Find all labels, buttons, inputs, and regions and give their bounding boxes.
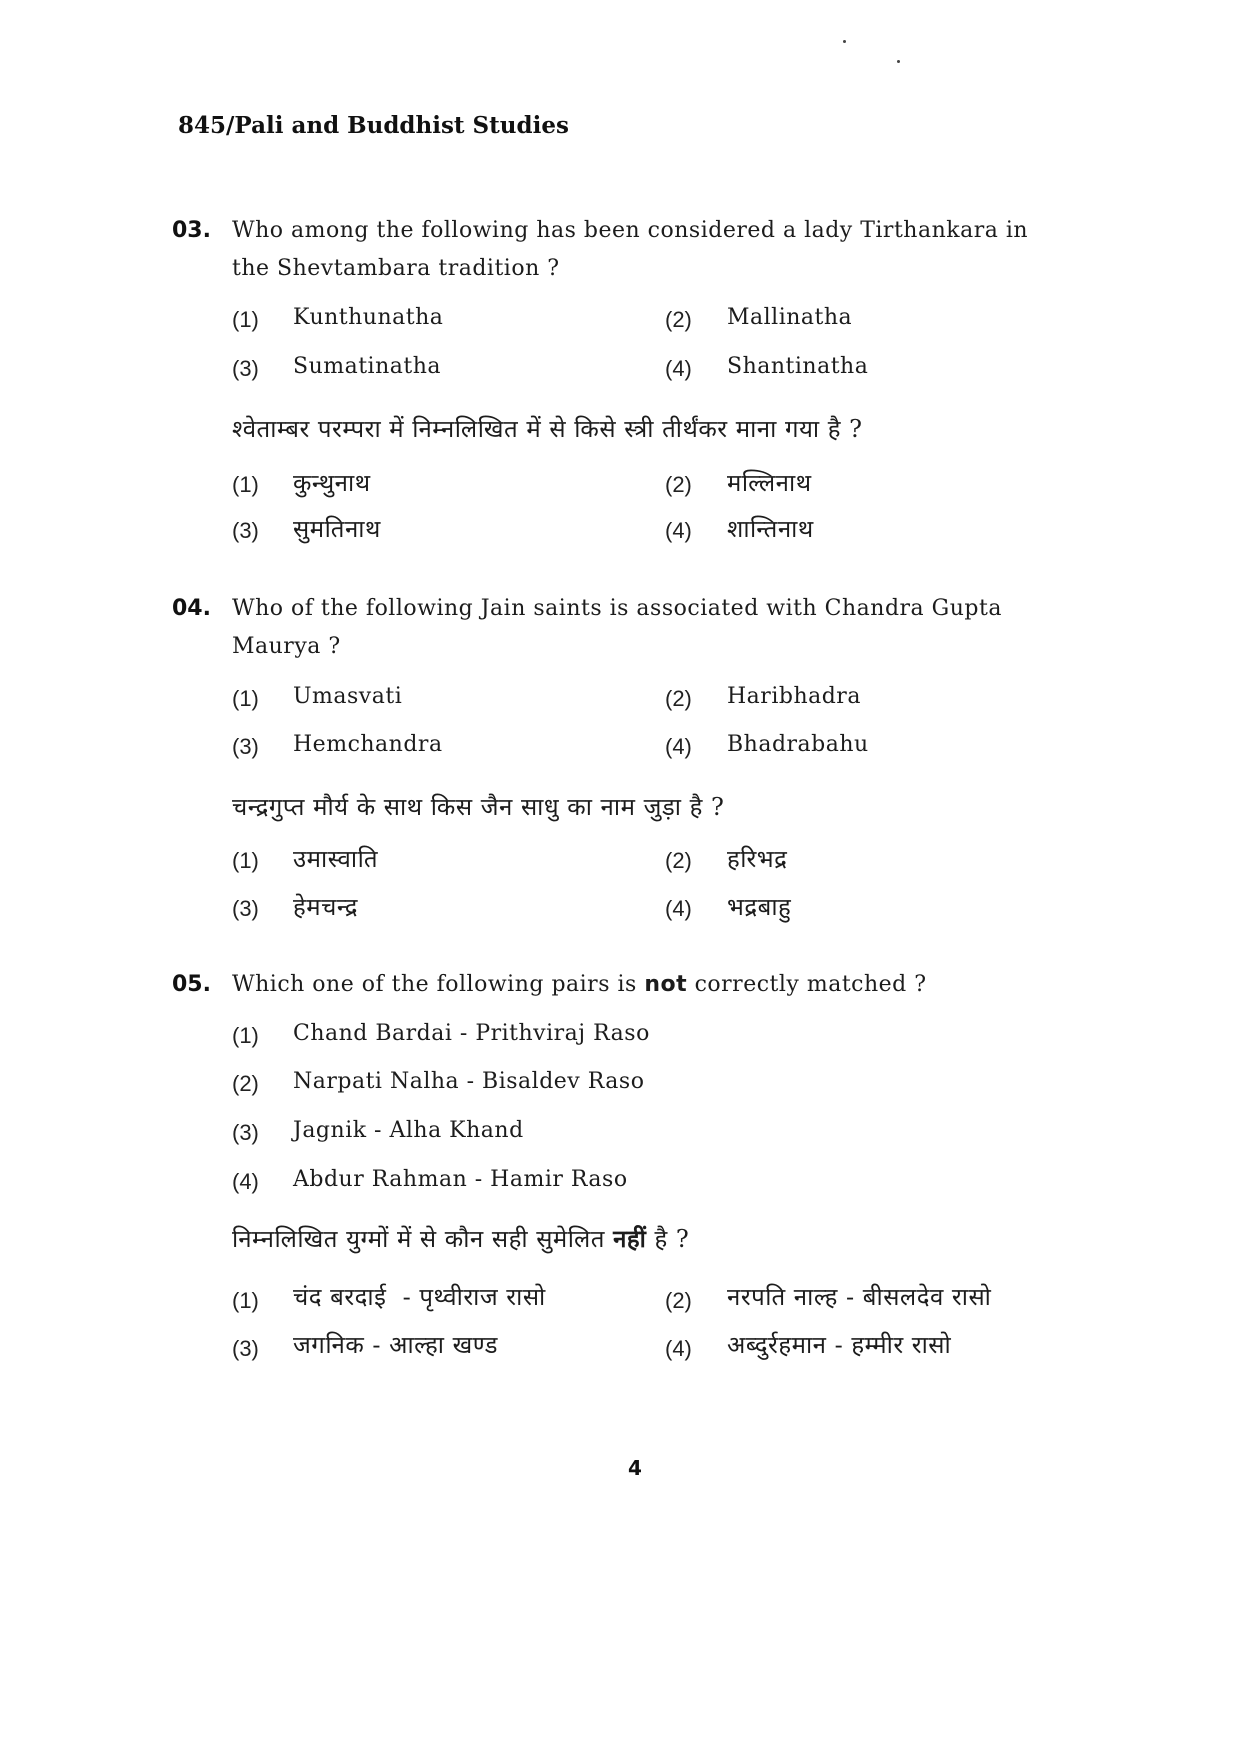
- question-text-hi: चन्द्रगुप्त मौर्य के साथ किस जैन साधु का नाम जुड़ा है ?: [232, 793, 725, 821]
- option-number: (3): [232, 1120, 259, 1145]
- option-number: (1): [232, 1023, 259, 1048]
- question-text-part: Which one of the following pairs is: [232, 972, 645, 997]
- option-text: शान्तिनाथ: [727, 515, 814, 543]
- option-text: हेमचन्द्र: [293, 893, 358, 921]
- option-number: (2): [665, 472, 692, 497]
- option-number: (2): [665, 1288, 692, 1313]
- question-line: the Shevtambara tradition ?: [232, 256, 560, 281]
- question-text-en: [232, 966, 1092, 1004]
- option-text: Chand Bardai - Prithviraj Raso: [293, 1021, 650, 1046]
- option-number: (4): [232, 1169, 259, 1194]
- option-number: (4): [665, 734, 692, 759]
- question-emphasis: नहीं: [613, 1224, 647, 1253]
- option-text: सुमतिनाथ: [293, 515, 381, 543]
- question-emphasis: not: [644, 972, 688, 997]
- option-text: Abdur Rahman - Hamir Raso: [293, 1167, 628, 1192]
- scan-speck: [897, 60, 900, 63]
- option-text: Bhadrabahu: [727, 732, 869, 757]
- option-number: (4): [665, 1336, 692, 1361]
- option-number: (2): [665, 307, 692, 332]
- option-text: Hemchandra: [293, 732, 443, 757]
- option-number: (1): [232, 848, 259, 873]
- option-number: (2): [232, 1071, 259, 1096]
- option-number: (4): [665, 356, 692, 381]
- question-text-part: है ?: [646, 1225, 690, 1253]
- option-number: (1): [232, 1288, 259, 1313]
- question-text-part: निम्नलिखित युग्मों में से कौन सही सुमेलित: [232, 1225, 614, 1253]
- question-text-en: [232, 212, 1092, 288]
- option-text: हरिभद्र: [727, 845, 788, 873]
- question-line: Who among the following has been considered a lady Tirthankara in: [232, 218, 1029, 243]
- question-number: 03.: [172, 218, 211, 243]
- option-number: (3): [232, 896, 259, 921]
- option-number: (4): [665, 896, 692, 921]
- question-number: 04.: [172, 596, 211, 621]
- question-text-hi: श्वेताम्बर परम्परा में निम्नलिखित में से किसे स्त्री तीर्थंकर माना गया है ?: [232, 415, 863, 443]
- page-header: 845/Pali and Buddhist Studies: [178, 112, 569, 139]
- option-number: (1): [232, 307, 259, 332]
- page-number: 4: [628, 1456, 642, 1480]
- question-number: 05.: [172, 972, 211, 997]
- option-text: अब्दुर्रहमान - हम्मीर रासो: [727, 1331, 952, 1359]
- question-text-part: correctly matched ?: [687, 972, 927, 997]
- option-text: भद्रबाहु: [727, 893, 792, 921]
- option-text: Jagnik - Alha Khand: [293, 1118, 524, 1143]
- option-number: (1): [232, 686, 259, 711]
- option-text: Mallinatha: [727, 305, 853, 330]
- question-line: Who of the following Jain saints is associated with Chandra Gupta: [232, 596, 1002, 621]
- option-text: उमास्वाति: [293, 845, 379, 873]
- scan-speck: [843, 40, 846, 43]
- option-text: Haribhadra: [727, 684, 861, 709]
- option-number: (3): [232, 1336, 259, 1361]
- option-number: (3): [232, 518, 259, 543]
- option-text: Umasvati: [293, 684, 403, 709]
- option-text: Narpati Nalha - Bisaldev Raso: [293, 1069, 645, 1094]
- option-number: (2): [665, 848, 692, 873]
- option-text: Sumatinatha: [293, 354, 442, 379]
- question-text-en: [232, 590, 1092, 666]
- option-text: नरपति नाल्ह - बीसलदेव रासो: [727, 1283, 992, 1311]
- question-line: Maurya ?: [232, 634, 341, 659]
- option-number: (3): [232, 734, 259, 759]
- option-text: Kunthunatha: [293, 305, 444, 330]
- option-text: जगनिक - आल्हा खण्ड: [293, 1331, 498, 1359]
- question-text-hi: [232, 1220, 1092, 1258]
- option-text: कुन्थुनाथ: [293, 469, 371, 497]
- option-number: (4): [665, 518, 692, 543]
- option-number: (3): [232, 356, 259, 381]
- option-text: मल्लिनाथ: [727, 469, 812, 497]
- option-text: Shantinatha: [727, 354, 869, 379]
- option-number: (2): [665, 686, 692, 711]
- option-text: चंद बरदाई - पृथ्वीराज रासो: [293, 1283, 546, 1311]
- option-number: (1): [232, 472, 259, 497]
